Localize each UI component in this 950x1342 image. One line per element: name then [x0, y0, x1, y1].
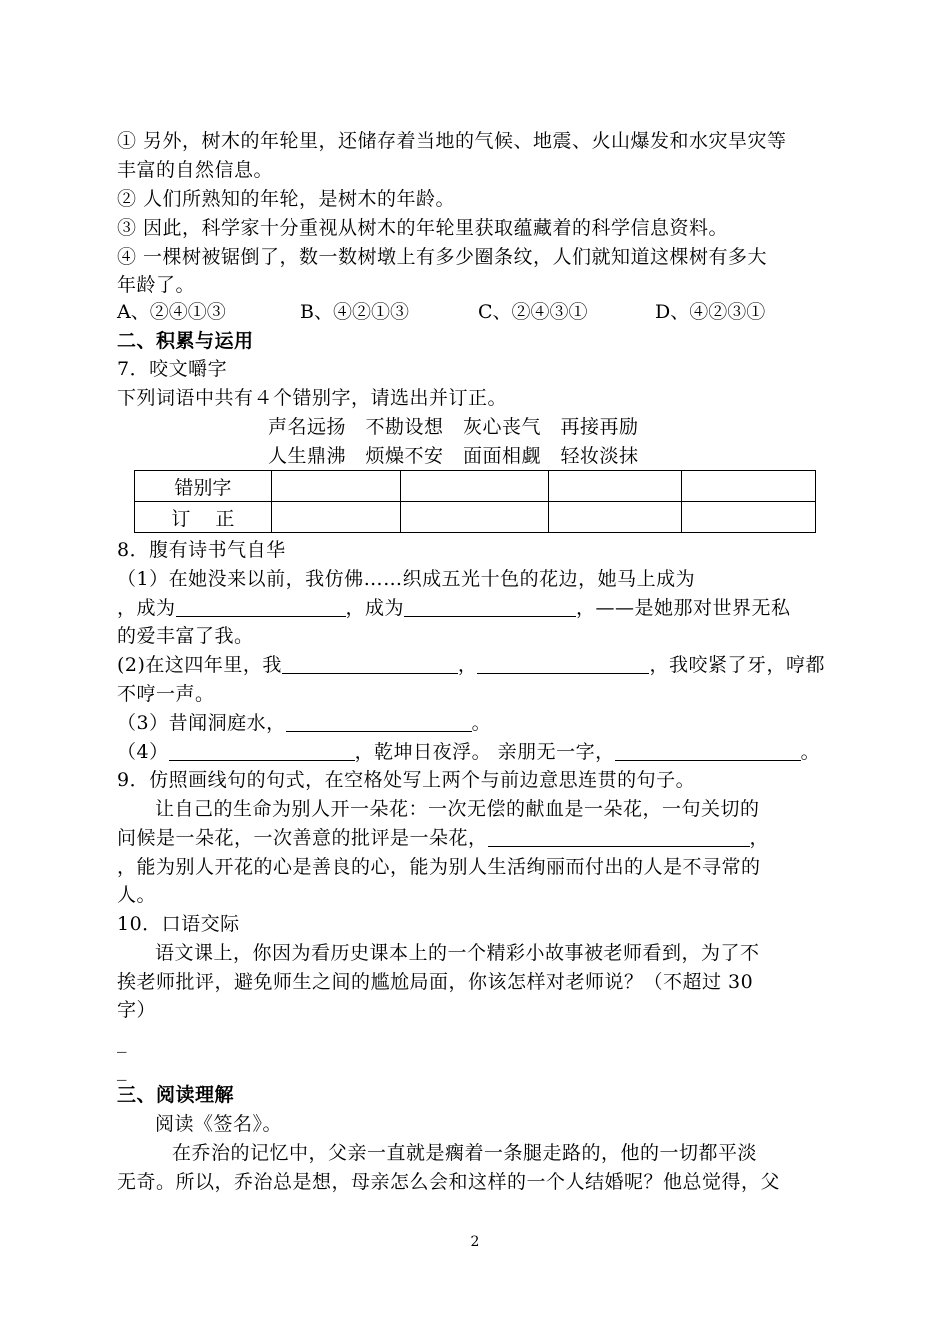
- answer-cell[interactable]: [400, 471, 549, 502]
- question-9-title: 9．仿照画线句的句式，在空格处写上两个与前边意思连贯的句子。: [117, 769, 696, 791]
- table-row-label: 错别字: [135, 471, 272, 502]
- fill-blank[interactable]: [615, 740, 801, 761]
- fill-blank[interactable]: [404, 596, 576, 617]
- question-9-line-2: 问候是一朵花，一次善意的批评是一朵花， ，: [117, 827, 770, 849]
- page-number: 2: [470, 1234, 480, 1250]
- fill-blank[interactable]: [488, 826, 750, 847]
- reading-paragraph-line-1: 在乔治的记忆中，父亲一直就是瘸着一条腿走路的，他的一切都平淡: [172, 1142, 758, 1164]
- option-c: C、②④③①: [478, 301, 588, 323]
- answer-cell[interactable]: [682, 471, 816, 502]
- question-7-instruction: 下列词语中共有４个错别字，请选出并订正。: [117, 387, 508, 409]
- word-list-row-1: 声名远扬 不勘设想 灰心丧气 再接再励: [268, 416, 639, 438]
- question-9-line-1: 让自己的生命为别人开一朵花：一次无偿的献血是一朵花，一句关切的: [155, 798, 760, 820]
- fill-blank[interactable]: [286, 711, 472, 732]
- fill-blank[interactable]: [169, 740, 355, 761]
- table-row: [135, 502, 816, 533]
- question-10-line-3: 字）: [117, 999, 157, 1021]
- answer-cell[interactable]: [271, 502, 400, 533]
- sentence-1-line-2: 丰富的自然信息。: [117, 159, 274, 181]
- question-8-1-line-2: ，成为 ，成为 ，——是她那对世界无私: [117, 597, 791, 619]
- option-a: A、②④①③: [117, 301, 226, 323]
- answer-cell[interactable]: [549, 502, 682, 533]
- question-7-title: 7．咬文嚼字: [117, 358, 228, 380]
- table-row-label: 订 正: [135, 502, 272, 533]
- question-8-3: （3）昔闻洞庭水， 。: [117, 712, 492, 734]
- fill-blank[interactable]: [282, 653, 458, 674]
- answer-cell[interactable]: [549, 471, 682, 502]
- question-9-line-3: ，能为别人开花的心是善良的心，能为别人生活绚丽而付出的人是不寻常的: [117, 856, 761, 878]
- sentence-1-line-1: ① 另外，树木的年轮里，还储存着当地的气候、地震、火山爆发和水灾旱灾等: [117, 130, 787, 152]
- reading-title: 阅读《签名》。: [155, 1113, 283, 1135]
- question-8-4: （4） ，乾坤日夜浮。 亲朋无一字， 。: [117, 741, 821, 763]
- question-8-1-line-3: 的爱丰富了我。: [117, 625, 254, 647]
- question-8-title: 8．腹有诗书气自华: [117, 539, 286, 561]
- fill-blank[interactable]: [176, 596, 346, 617]
- reading-paragraph-line-2: 无奇。所以，乔治总是想，母亲怎么会和这样的一个人结婚呢？他总觉得，父: [117, 1171, 781, 1193]
- word-list-row-2: 人生鼎沸 烦燥不安 面面相觑 轻妆淡抹: [268, 445, 639, 467]
- answer-cell[interactable]: [682, 502, 816, 533]
- option-d: D、④②③①: [655, 301, 766, 323]
- section-2-heading: 二、积累与运用: [117, 330, 254, 352]
- answer-line-1[interactable]: _: [117, 1031, 127, 1053]
- answer-cell[interactable]: [271, 471, 400, 502]
- fill-blank[interactable]: [477, 653, 649, 674]
- correction-table: [134, 470, 816, 533]
- question-10-line-2: 挨老师批评，避免师生之间的尴尬局面，你该怎样对老师说？（不超过 30: [117, 971, 754, 993]
- question-10-title: 10．口语交际: [117, 913, 240, 935]
- answer-cell[interactable]: [400, 502, 549, 533]
- question-8-2-line-1: (2)在这四年里，我 ， ，我咬紧了牙，哼都: [117, 654, 825, 676]
- answer-line-2[interactable]: _: [117, 1059, 127, 1081]
- option-b: B、④②①③: [300, 301, 409, 323]
- sentence-3: ③ 因此，科学家十分重视从树木的年轮里获取蕴藏着的科学信息资料。: [117, 217, 729, 239]
- sentence-4-line-1: ④ 一棵树被锯倒了，数一数树墩上有多少圈条纹，人们就知道这棵树有多大: [117, 246, 768, 268]
- sentence-2: ② 人们所熟知的年轮，是树木的年龄。: [117, 188, 456, 210]
- question-9-line-4: 人。: [117, 884, 157, 906]
- question-8-2-line-2: 不哼一声。: [117, 683, 215, 705]
- question-10-line-1: 语文课上，你因为看历史课本上的一个精彩小故事被老师看到，为了不: [155, 942, 760, 964]
- table-row: [135, 471, 816, 502]
- section-3-heading: 三、阅读理解: [117, 1084, 235, 1106]
- question-8-1-line-1: （1）在她没来以前，我仿佛……织成五光十色的花边，她马上成为: [117, 568, 696, 590]
- sentence-4-line-2: 年龄了。: [117, 274, 196, 296]
